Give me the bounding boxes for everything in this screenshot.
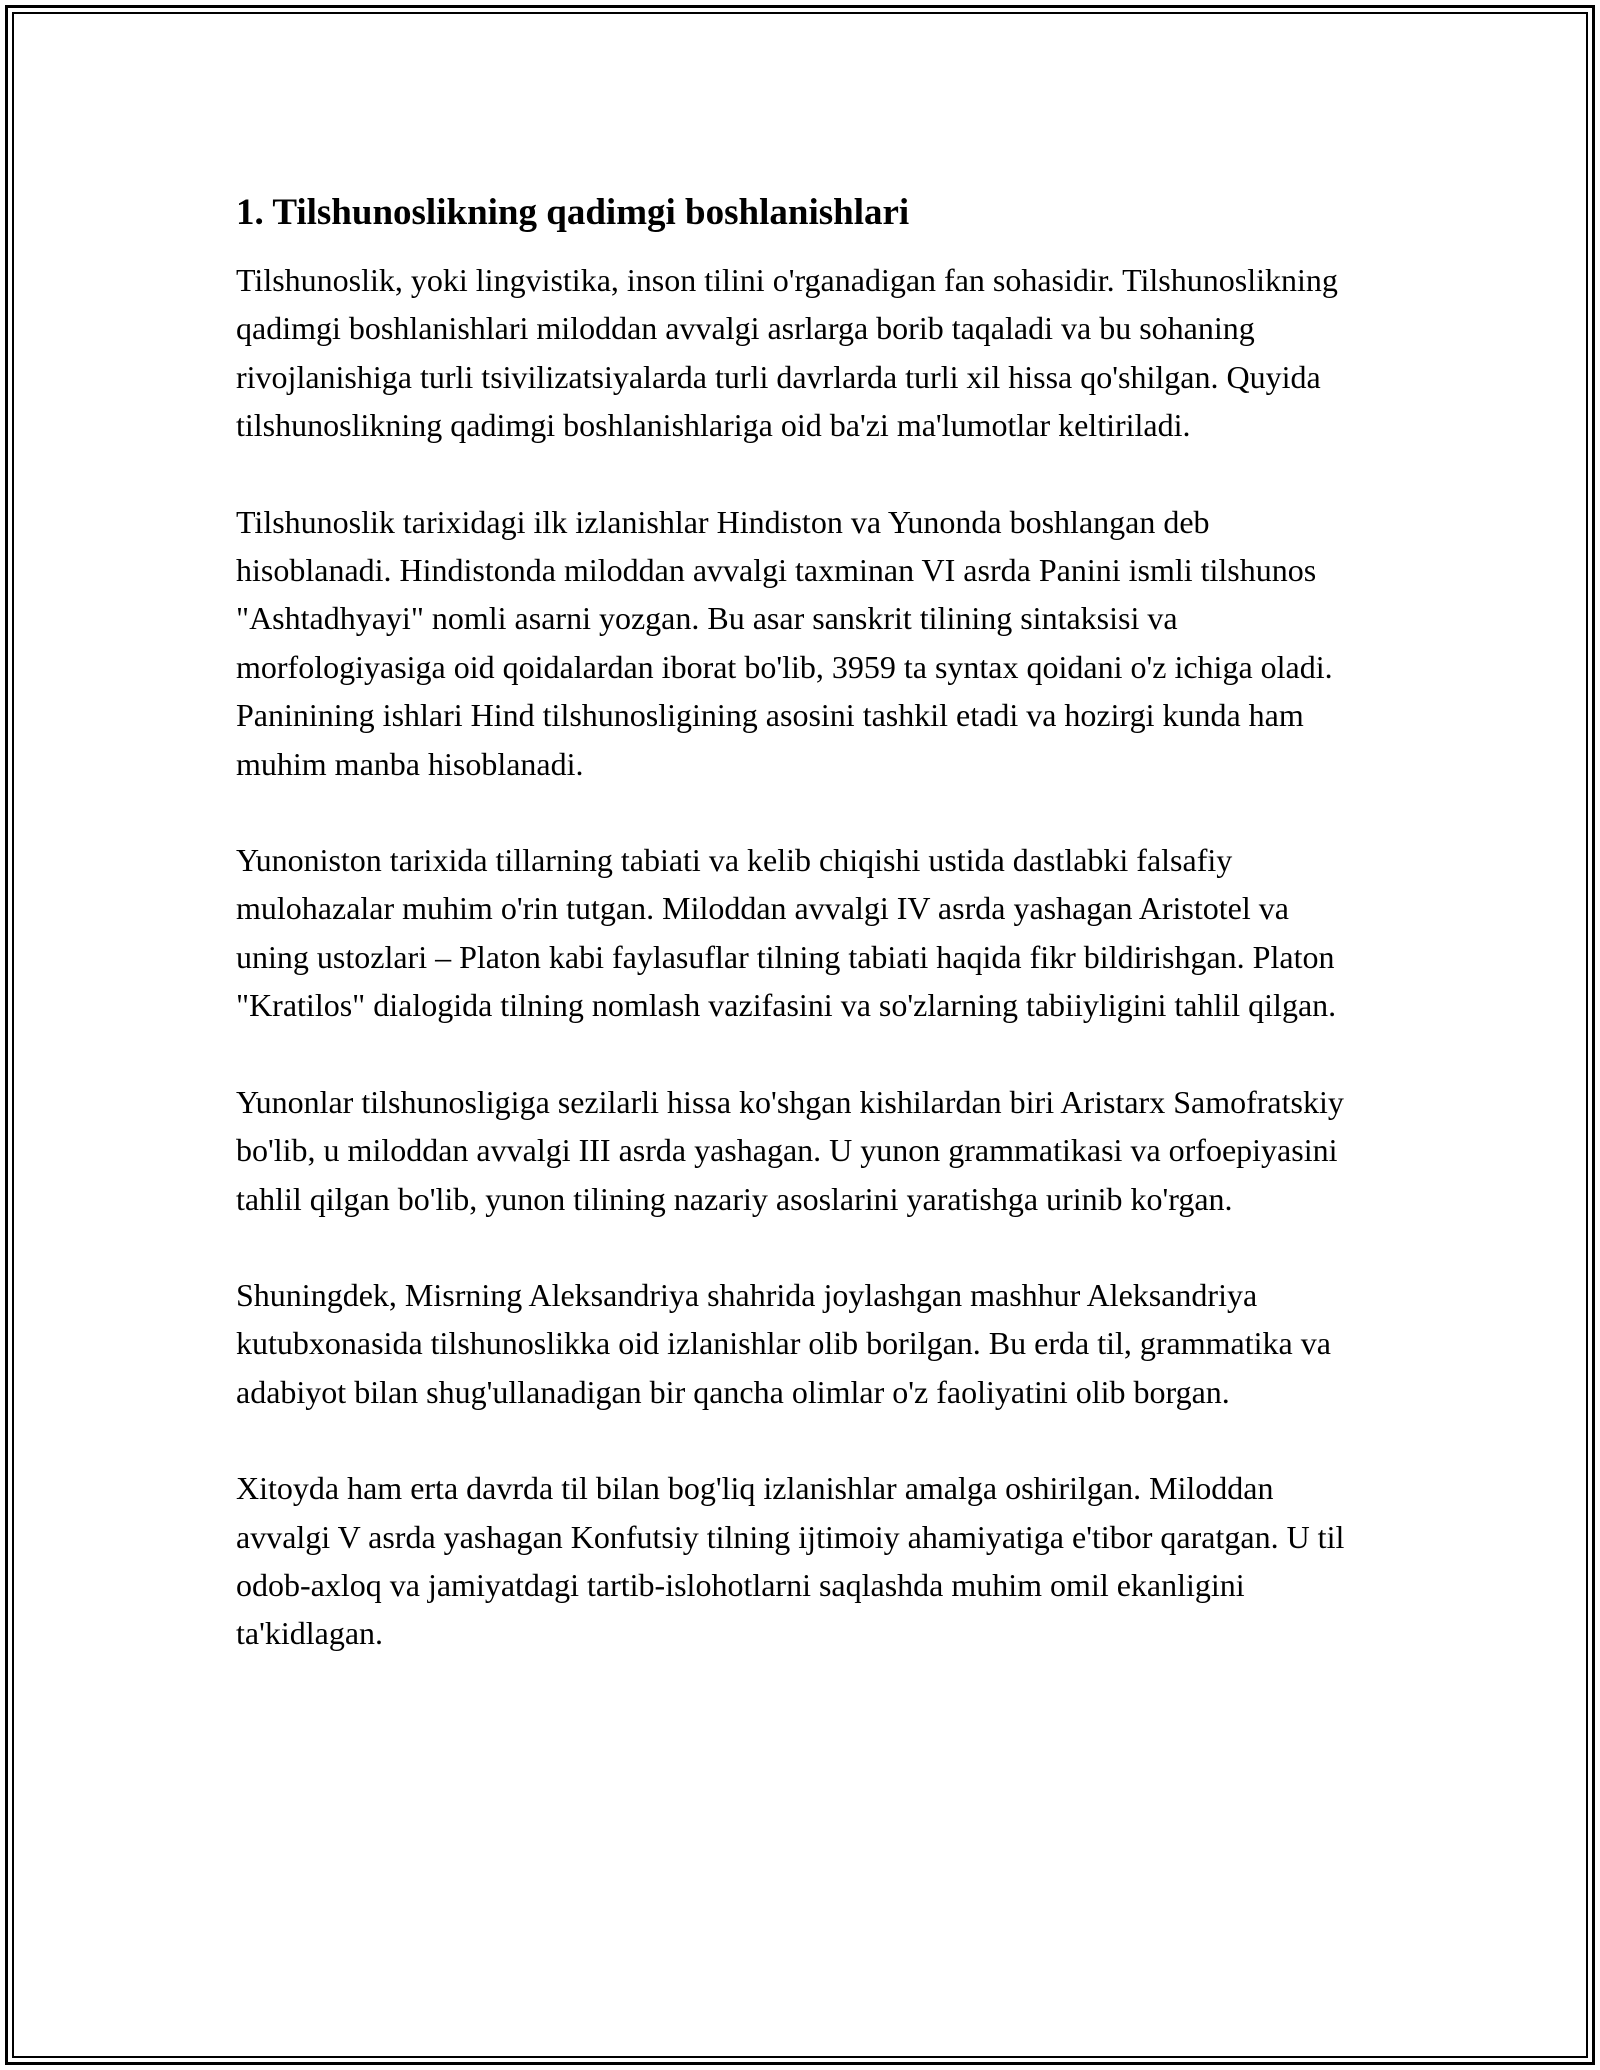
paragraph-greece: Yunoniston tarixida tillarning tabiati va kelib chiqishi ustida dastlabki falsafiy mulohazalar muhim o'rin tutgan. Miloddan avvalgi IV asrda yashagan Aristotel va uning ustozlari – Platon kabi faylasuflar tilning tabiati haqida fikr bildirishgan. Platon "Kratilos" dialogida tilning nomlash vazifasini va so'zlarning tabiiyligini tahlil qilgan. [236,842,1337,1024]
paragraph-alexandria: Shuningdek, Misrning Aleksandriya shahrida joylashgan mashhur Aleksandriya kutubxonasida tilshunoslikka oid izlanishlar olib borilgan. Bu erda til, grammatika va adabiyot bilan shug'ullanadigan bir qancha olimlar o'z faoliyatini olib borgan. [236,1276,1331,1410]
section-heading: 1. Tilshunoslikning qadimgi boshlanishlari [236,192,910,233]
paragraph-intro: Tilshunoslik, yoki lingvistika, inson tilini o'rganadigan fan sohasidir. Tilshunoslikning qadimgi boshlanishlari miloddan avvalgi asrlarga borib taqaladi va bu sohaning rivojlanishiga turli tsivilizatsiyalarda turli davrlarda turli xil hissa qo'shilgan. Quyida tilshunoslikning qadimgi boshlanishlariga oid ba'zi ma'lumotlar keltiriladi. [236,262,1338,444]
paragraph-aristarchus: Yunonlar tilshunosligiga sezilarli hissa ko'shgan kishilardan biri Aristarx Samofratskiy bo'lib, u miloddan avvalgi III asrda yashagan. U yunon grammatikasi va orfoepiyasini tahlil qilgan bo'lib, yunon tilining nazariy asoslarini yaratishga urinib ko'rgan. [236,1083,1344,1217]
paragraph-china: Xitoyda ham erta davrda til bilan bog'liq izlanishlar amalga oshirilgan. Miloddan avvalgi V asrda yashagan Konfutsiy tilning ijtimoiy ahamiyatiga e'tibor qaratgan. U til odob-axloq va jamiyatdagi tartib-islohotlarni saqlashda muhim omil ekanligini ta'kidlagan. [236,1470,1345,1652]
paragraph-india: Tilshunoslik tarixidagi ilk izlanishlar Hindiston va Yunonda boshlangan deb hisoblanadi. Hindistonda miloddan avvalgi taxminan VI asrda Panini ismli tilshunos "Ashtadhyayi" nomli asarni yozgan. Bu asar sanskrit tilining sintaksisi va morfologiyasiga oid qoidalardan iborat bo'lib, 3959 ta syntax qoidani o'z ichiga oladi. Paninining ishlari Hind tilshunosligining asosini tashkil etadi va hozirgi kunda ham muhim manba hisoblanadi. [236,503,1333,782]
document-body [236,190,1366,1706]
